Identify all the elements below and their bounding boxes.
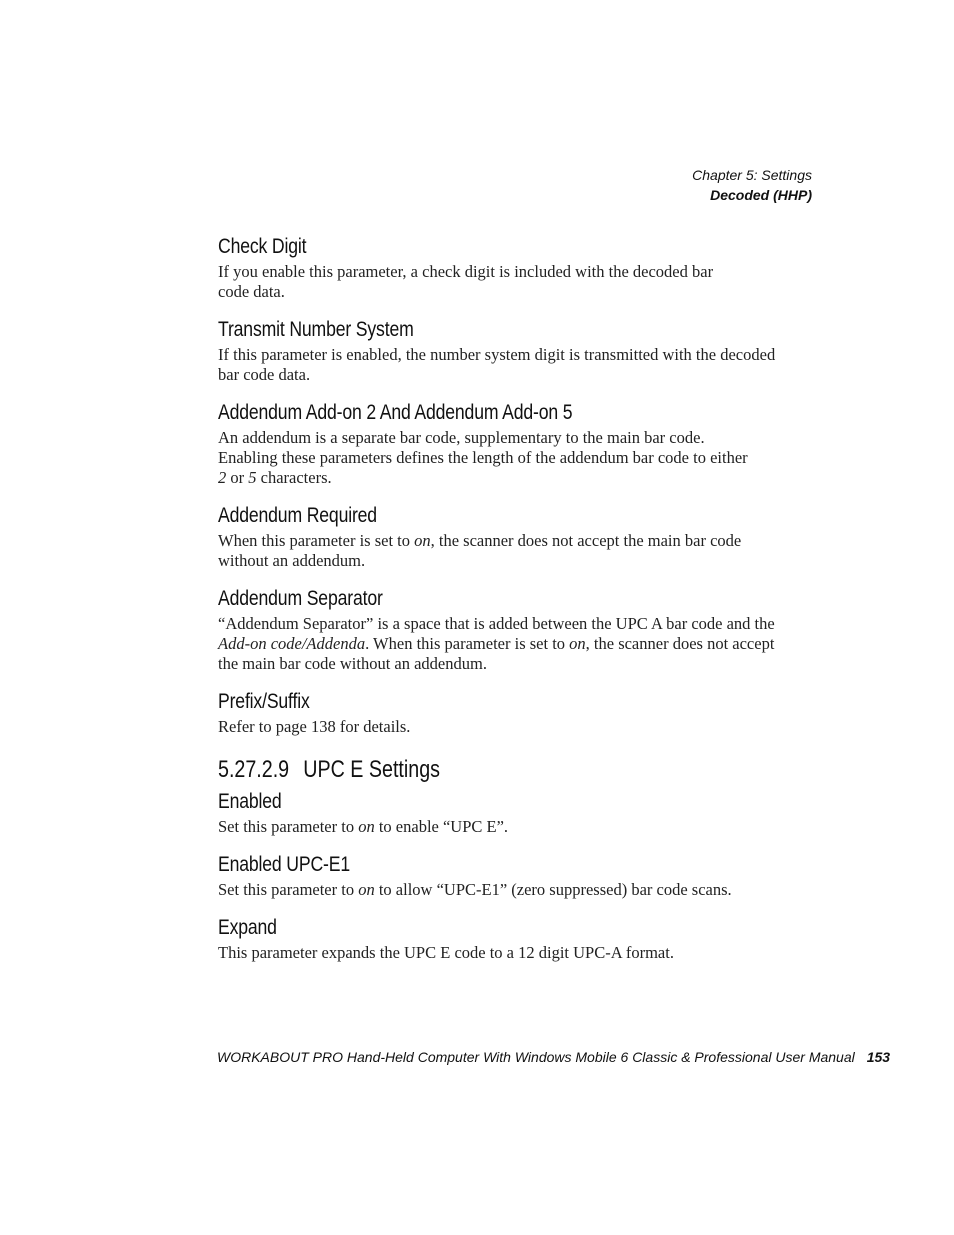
heading-addendum-required: Addendum Required (218, 504, 377, 527)
section-prefix-suffix (218, 687, 783, 737)
emphasis-addon-code: Add-on code/Addenda (218, 634, 366, 653)
text-fragment: When this parameter is set to (218, 531, 415, 550)
section-check-digit (218, 232, 783, 302)
heading-upc-e-settings (218, 753, 681, 787)
page-number: 153 (866, 1049, 891, 1065)
page-footer (217, 1047, 890, 1067)
section-upc-e-settings (218, 753, 783, 837)
text-line: without an addendum. (218, 551, 366, 570)
text-fragment: , the scanner does not accept the main bar code (430, 531, 742, 550)
emphasis-on: on (358, 880, 375, 899)
text-fragment: , the scanner does not accept (585, 634, 775, 653)
emphasis-on: on (569, 634, 586, 653)
text-line: code data. (218, 282, 285, 301)
text-line: “Addendum Separator” is a space that is added between the UPC A bar code and the (218, 614, 775, 633)
value-5: 5 (248, 468, 257, 487)
section-transmit-number-system (218, 315, 783, 385)
text-line: the main bar code without an addendum. (218, 654, 487, 673)
heading-addendum-separator: Addendum Separator (218, 587, 383, 610)
body-transmit-number-system (218, 345, 783, 385)
manual-title: WORKABOUT PRO Hand-Held Computer With Windows Mobile 6 Classic & Professional User Manual (217, 1049, 855, 1065)
text-fragment: to allow “UPC-E1” (zero suppressed) bar code scans. (374, 880, 732, 899)
emphasis-on: on (358, 817, 375, 836)
body-prefix-suffix: Refer to page 138 for details. (218, 717, 411, 736)
text-line: Enabling these parameters defines the length of the addendum bar code to either (218, 448, 748, 467)
running-header-chapter: Chapter 5: Settings (692, 167, 812, 183)
text-fragment: . When this parameter is set to (365, 634, 570, 653)
body-enabled-upc-e1 (218, 880, 783, 900)
body-expand: This parameter expands the UPC E code to a 12 digit UPC-A format. (218, 943, 674, 962)
body-addendum-separator (218, 614, 783, 674)
section-title: UPC E Settings (303, 756, 441, 783)
body-enabled (218, 817, 783, 837)
text-fragment: Set this parameter to (218, 880, 359, 899)
section-enabled-upc-e1 (218, 850, 783, 900)
section-addendum-required (218, 501, 783, 571)
heading-check-digit: Check Digit (218, 235, 307, 258)
text-fragment: to enable “UPC E”. (374, 817, 509, 836)
text-line: If this parameter is enabled, the number system digit is transmitted with the decoded (218, 345, 776, 364)
text-line: An addendum is a separate bar code, supplementary to the main bar code. (218, 428, 705, 447)
heading-enabled-upc-e1: Enabled UPC-E1 (218, 853, 350, 876)
heading-addendum-addon: Addendum Add-on 2 And Addendum Add-on 5 (218, 401, 573, 424)
value-2: 2 (218, 468, 227, 487)
emphasis-on: on (414, 531, 431, 550)
heading-prefix-suffix: Prefix/Suffix (218, 690, 310, 713)
text-fragment: characters. (256, 468, 332, 487)
section-expand (218, 913, 783, 963)
running-header-section: Decoded (HHP) (710, 187, 812, 203)
heading-transmit-number-system: Transmit Number System (218, 318, 414, 341)
heading-enabled: Enabled (218, 790, 282, 813)
text-fragment: or (226, 468, 249, 487)
section-addendum-separator (218, 584, 783, 674)
body-addendum-required (218, 531, 783, 571)
section-number: 5.27.2.9 (218, 756, 290, 783)
text-line: If you enable this parameter, a check digit is included with the decoded bar (218, 262, 714, 281)
body-addendum-addon (218, 428, 783, 488)
body-check-digit (218, 262, 783, 302)
heading-expand: Expand (218, 916, 277, 939)
section-addendum-addon (218, 398, 783, 488)
text-fragment: Set this parameter to (218, 817, 359, 836)
text-line: bar code data. (218, 365, 311, 384)
page-content (218, 232, 783, 963)
